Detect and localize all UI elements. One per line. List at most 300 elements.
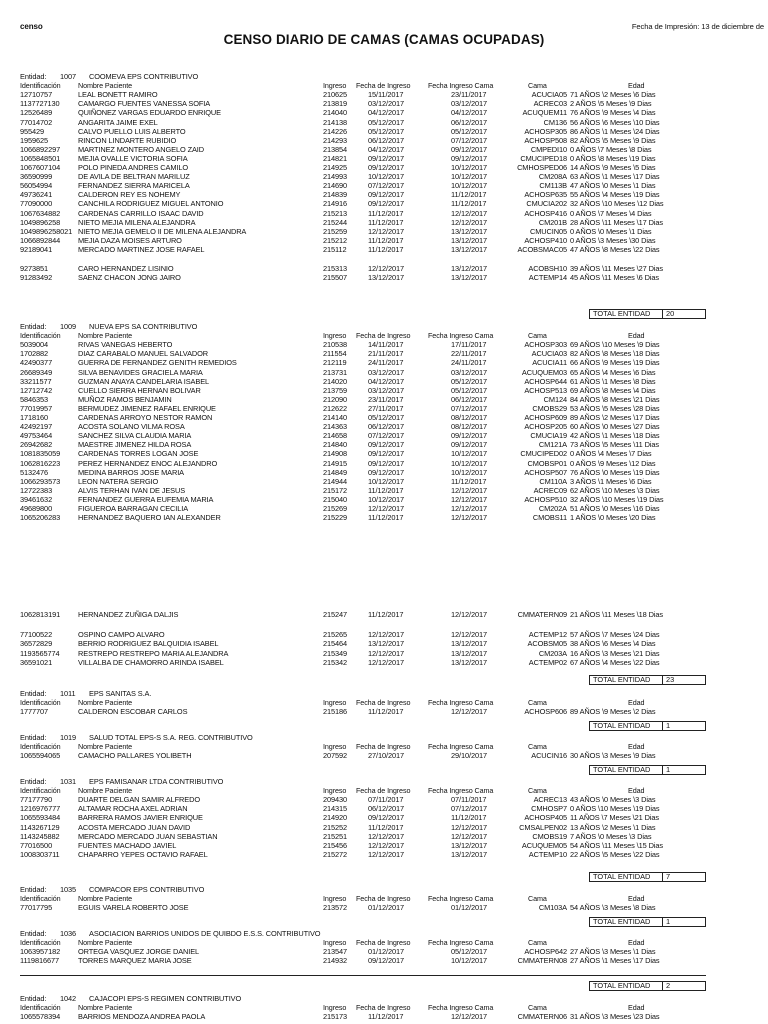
patient-id: 49753464 — [20, 431, 53, 441]
bed-code: ACHOSP405 — [524, 813, 567, 823]
bed-code: ACUCIA11 — [532, 358, 567, 368]
patient-id: 1049896258021 — [20, 226, 73, 236]
bed-date: 06/12/2017 — [451, 394, 487, 404]
admission-date: 03/12/2017 — [368, 385, 404, 395]
patient-age: 0 AÑOS \9 Meses \12 Dias — [570, 458, 656, 468]
patient-id: 77177790 — [20, 795, 53, 805]
patient-age: 39 AÑOS \11 Meses \27 Dias — [570, 264, 663, 273]
bed-code: CMOBSP01 — [527, 458, 567, 468]
patient-id: 1081835059 — [20, 449, 61, 459]
admission-date: 06/12/2017 — [368, 422, 404, 432]
patient-id: 33211577 — [20, 376, 52, 386]
bed-code: CM208A — [538, 172, 567, 182]
admission-date: 15/11/2017 — [368, 90, 404, 100]
column-header-name: Nombre Paciente — [78, 742, 133, 752]
admission-date: 04/12/2017 — [368, 376, 404, 386]
column-header-id: Identificación — [20, 698, 61, 708]
patient-age: 21 AÑOS \11 Meses \18 Dias — [570, 610, 663, 620]
column-header-fecha-cama: Fecha Ingreso Cama — [428, 1003, 494, 1013]
admission-date: 11/12/2017 — [368, 822, 404, 832]
admission-date: 10/12/2017 — [368, 476, 404, 486]
entity-label: Entidad: — [20, 885, 47, 894]
entity-total-value: 20 — [662, 309, 674, 319]
admission-date: 04/12/2017 — [368, 144, 404, 154]
patient-name: MAESTRE JIMENEZ HILDA ROSA — [78, 440, 192, 450]
admission-number: 215173 — [323, 1012, 348, 1022]
entity-name: CAJACOPI EPS-S REGIMEN CONTRIBUTIVO — [89, 994, 242, 1003]
admission-number: 214315 — [323, 804, 348, 814]
column-header-cama: Cama — [528, 1003, 547, 1013]
bed-date: 11/12/2017 — [451, 813, 487, 823]
bed-code: CM103A — [538, 903, 567, 913]
bed-date: 05/12/2017 — [451, 947, 487, 957]
column-header-name: Nombre Paciente — [78, 81, 133, 91]
bed-code: CMUCIA19 — [530, 431, 567, 441]
admission-date: 11/12/2017 — [368, 217, 404, 227]
patient-name: SAENZ CHACON JONG JAIRO — [78, 273, 181, 283]
patient-id: 1065594065 — [20, 751, 61, 761]
entity-code: 1035 — [60, 885, 77, 894]
patient-id: 36572829 — [20, 639, 53, 649]
column-header-fecha-cama: Fecha Ingreso Cama — [428, 786, 494, 796]
patient-name: TORRES MARQUEZ MARIA JOSE — [78, 956, 192, 966]
bed-code: CMOBS29 — [532, 403, 567, 413]
entity-total-value: 2 — [662, 981, 670, 991]
bed-code: CM201B — [538, 217, 567, 227]
patient-id: 49689800 — [20, 504, 53, 513]
column-header-fecha-ingreso: Fecha de Ingreso — [356, 81, 411, 91]
patient-age: 28 AÑOS \11 Meses \17 Dias — [570, 217, 663, 227]
bed-date: 11/12/2017 — [451, 199, 487, 209]
patient-id: 77100522 — [20, 630, 53, 640]
patient-name: FUENTES MACHADO JAVIEL — [78, 840, 177, 850]
patient-id: 12526489 — [20, 108, 53, 118]
column-header-name: Nombre Paciente — [78, 1003, 133, 1013]
admission-number: 215342 — [323, 657, 348, 667]
admission-number: 215464 — [323, 639, 348, 649]
bed-date: 04/12/2017 — [451, 108, 487, 118]
column-header-ingreso: Ingreso — [323, 1003, 347, 1013]
bed-code: CM136 — [543, 117, 567, 127]
bed-code: ACHOSP205 — [524, 422, 567, 432]
bed-date: 12/12/2017 — [451, 513, 487, 523]
admission-date: 09/12/2017 — [368, 199, 404, 209]
entity-total-value: 1 — [662, 721, 670, 731]
patient-name: CALVO PUELLO LUIS ALBERTO — [78, 126, 186, 136]
patient-name: ALVIS TERHAN IVAN DE JESUS — [78, 485, 186, 495]
patient-id: 77016500 — [20, 840, 53, 850]
column-header-edad: Edad — [628, 331, 645, 341]
patient-name: DUARTE DELGAN SAMIR ALFREDO — [78, 795, 201, 805]
bed-code: ACHOSP606 — [524, 707, 567, 717]
patient-id: 77019957 — [20, 403, 53, 413]
bed-code: ACUQUEM11 — [522, 108, 567, 118]
patient-age: 63 AÑOS \1 Meses \17 Dias — [570, 172, 660, 182]
admission-number: 215259 — [323, 226, 348, 236]
bed-code: ACOBSMAC05 — [517, 244, 567, 254]
entity-total-value: 1 — [662, 917, 670, 927]
patient-id: 12712742 — [20, 385, 53, 395]
column-header-id: Identificación — [20, 331, 61, 341]
bed-date: 24/11/2017 — [451, 358, 487, 368]
bed-code: ACHOSP416 — [524, 208, 567, 218]
patient-age: 22 AÑOS \5 Meses \22 Dias — [570, 849, 660, 859]
bed-code: CMMATERN08 — [517, 956, 567, 966]
admission-number: 214658 — [323, 431, 348, 441]
admission-number: 215456 — [323, 840, 348, 850]
bed-code: CMPEDI10 — [530, 144, 567, 154]
bed-code: CMUCIA202 — [526, 199, 567, 209]
bed-date: 13/12/2017 — [451, 273, 487, 283]
patient-id: 12710757 — [20, 90, 53, 100]
admission-date: 09/12/2017 — [368, 449, 404, 459]
patient-id: 42492197 — [20, 422, 53, 432]
patient-name: CARO HERNANDEZ LISINIO — [78, 264, 174, 273]
patient-age: 89 AÑOS \9 Meses \2 Dias — [570, 707, 656, 717]
admission-date: 03/12/2017 — [368, 367, 404, 377]
patient-age: 71 AÑOS \2 Meses \6 Dias — [570, 90, 656, 100]
bed-code: ACHOSP303 — [524, 340, 567, 350]
patient-id: 5846353 — [20, 394, 49, 404]
admission-number: 215172 — [323, 485, 348, 495]
bed-date: 12/12/2017 — [451, 494, 487, 504]
patient-age: 43 AÑOS \0 Meses \3 Dias — [570, 795, 656, 805]
admission-number: 215265 — [323, 630, 348, 640]
column-header-cama: Cama — [528, 938, 547, 948]
column-header-id: Identificación — [20, 742, 61, 752]
patient-id: 955429 — [20, 126, 45, 136]
patient-name: BARRIOS MENDOZA ANDREA PAOLA — [78, 1012, 206, 1022]
bed-date: 11/12/2017 — [451, 190, 487, 200]
admission-number: 212119 — [323, 358, 347, 368]
patient-age: 51 AÑOS \0 Meses \16 Dias — [570, 504, 660, 513]
patient-age: 0 AÑOS \3 Meses \30 Dias — [570, 235, 656, 245]
bed-code: ACREC03 — [533, 99, 567, 109]
patient-name: BARRERA RAMOS JAVIER ENRIQUE — [78, 813, 203, 823]
bed-code: ACHOSP644 — [524, 376, 567, 386]
column-header-fecha-cama: Fecha Ingreso Cama — [428, 81, 494, 91]
bed-date: 13/12/2017 — [451, 226, 487, 236]
bed-date: 12/12/2017 — [451, 504, 487, 513]
admission-date: 09/12/2017 — [368, 956, 404, 966]
bed-code: ACHOSP305 — [524, 126, 567, 136]
bed-date: 10/12/2017 — [451, 172, 487, 182]
patient-id: 56054994 — [20, 181, 53, 191]
column-header-id: Identificación — [20, 81, 61, 91]
patient-name: MEDINA BARROS JOSE MARIA — [78, 467, 185, 477]
bed-code: ACREC13 — [533, 795, 567, 805]
admission-number: 215244 — [323, 217, 348, 227]
admission-number: 214138 — [323, 117, 348, 127]
admission-date: 05/12/2017 — [368, 117, 404, 127]
admission-number: 215247 — [323, 610, 348, 620]
entity-label: Entidad: — [20, 689, 47, 698]
patient-name: CALDERON REY ES NOHEMY — [78, 190, 181, 200]
patient-name: GUERRA DE FERNANDEZ GENITH REMEDIOS — [78, 358, 237, 368]
bed-code: ACHOSP513 — [524, 385, 567, 395]
bed-date: 06/12/2017 — [451, 117, 487, 127]
patient-age: 69 AÑOS \8 Meses \4 Dias — [570, 385, 656, 395]
admission-number: 215112 — [323, 244, 347, 254]
admission-date: 10/12/2017 — [368, 494, 404, 504]
patient-id: 26689349 — [20, 367, 53, 377]
admission-number: 215186 — [323, 707, 348, 717]
column-header-name: Nombre Paciente — [78, 698, 133, 708]
patient-id: 1063957182 — [20, 947, 61, 957]
bed-code: ACREC09 — [533, 485, 567, 495]
patient-id: 42490377 — [20, 358, 53, 368]
bed-date: 12/12/2017 — [451, 822, 487, 832]
admission-date: 06/12/2017 — [368, 804, 404, 814]
bed-date: 13/12/2017 — [451, 235, 487, 245]
column-header-edad: Edad — [628, 894, 645, 904]
admission-date: 11/12/2017 — [368, 485, 404, 495]
patient-name: VILLALBA DE CHAMORRO ARINDA ISABEL — [78, 657, 224, 667]
admission-date: 11/12/2017 — [368, 1012, 404, 1022]
column-header-edad: Edad — [628, 698, 645, 708]
admission-date: 09/12/2017 — [368, 813, 404, 823]
patient-name: RINCON LINDARTE RUBIDIO — [78, 135, 177, 145]
column-header-cama: Cama — [528, 786, 547, 796]
patient-age: 69 AÑOS \10 Meses \9 Dias — [570, 340, 660, 350]
patient-age: 32 AÑOS \10 Meses \19 Dias — [570, 494, 664, 504]
bed-code: ACOBSM05 — [527, 639, 567, 649]
entity-name: NUEVA EPS SA CONTRIBUTIVO — [89, 322, 198, 331]
admission-date: 12/12/2017 — [368, 630, 404, 640]
column-header-ingreso: Ingreso — [323, 698, 347, 708]
admission-date: 12/12/2017 — [368, 504, 404, 513]
bed-date: 23/11/2017 — [451, 90, 487, 100]
column-header-ingreso: Ingreso — [323, 742, 347, 752]
bed-date: 12/12/2017 — [451, 1012, 487, 1022]
app-name: censo — [20, 22, 43, 31]
patient-id: 1193565774 — [20, 648, 60, 658]
bed-code: ACTEMP14 — [528, 273, 567, 283]
column-header-edad: Edad — [628, 81, 645, 91]
column-header-edad: Edad — [628, 938, 645, 948]
patient-age: 0 AÑOS \7 Meses \4 Dias — [570, 208, 652, 218]
bed-date: 13/12/2017 — [451, 648, 487, 658]
patient-age: 54 AÑOS \3 Meses \8 Dias — [570, 903, 656, 913]
admission-number: 213854 — [323, 144, 348, 154]
patient-name: GUZMAN ANAYA CANDELARIA ISABEL — [78, 376, 210, 386]
patient-name: FIGUEROA BARRAGAN CECILIA — [78, 504, 189, 513]
bed-date: 09/12/2017 — [451, 440, 487, 450]
admission-number: 214920 — [323, 813, 348, 823]
patient-id: 1066892297 — [20, 144, 61, 154]
admission-number: 214226 — [323, 126, 348, 136]
patient-age: 53 AÑOS \5 Meses \28 Dias — [570, 403, 660, 413]
entity-name: COMPACOR EPS CONTRIBUTIVO — [89, 885, 205, 894]
admission-number: 213731 — [323, 367, 348, 377]
patient-id: 1067607104 — [20, 163, 61, 172]
patient-name: DIAZ CARABALO MANUEL SALVADOR — [78, 349, 209, 359]
admission-number: 215212 — [323, 235, 348, 245]
bed-date: 10/12/2017 — [451, 467, 487, 477]
admission-date: 10/12/2017 — [368, 172, 404, 182]
bed-code: CMMATERN06 — [517, 1012, 567, 1022]
patient-name: CUELLO SIERRA HERNAN BOLIVAR — [78, 385, 201, 395]
patient-name: CARDENAS TORRES LOGAN JOSE — [78, 449, 199, 459]
entity-code: 1011 — [60, 689, 76, 698]
patient-id: 1143267129 — [20, 822, 60, 832]
bed-date: 22/11/2017 — [451, 349, 487, 359]
column-header-edad: Edad — [628, 1003, 645, 1013]
column-header-name: Nombre Paciente — [78, 786, 133, 796]
column-header-fecha-ingreso: Fecha de Ingreso — [356, 938, 411, 948]
patient-age: 2 AÑOS \5 Meses \9 Dias — [570, 99, 652, 109]
admission-number: 214363 — [323, 422, 348, 432]
bed-date: 29/10/2017 — [451, 751, 487, 761]
admission-number: 215213 — [323, 208, 348, 218]
column-header-cama: Cama — [528, 331, 547, 341]
patient-id: 1777707 — [20, 707, 49, 717]
patient-age: 0 AÑOS \10 Meses \19 Dias — [570, 804, 660, 814]
admission-number: 215252 — [323, 822, 348, 832]
admission-number: 214690 — [323, 181, 348, 191]
patient-id: 1702882 — [20, 349, 49, 359]
patient-id: 1065593484 — [20, 813, 61, 823]
patient-name: FERNANDEZ GUERRA EUFEMIA MARIA — [78, 494, 214, 504]
patient-age: 73 AÑOS \5 Meses \11 Dias — [570, 440, 659, 450]
patient-age: 32 AÑOS \10 Meses \12 Dias — [570, 199, 664, 209]
admission-number: 214849 — [323, 467, 348, 477]
admission-date: 12/12/2017 — [368, 840, 404, 850]
admission-date: 12/12/2017 — [368, 226, 404, 236]
bed-date: 03/12/2017 — [451, 99, 487, 109]
patient-name: PEREZ HERNANDEZ ENOC ALEJANDRO — [78, 458, 218, 468]
entity-name: COOMEVA EPS CONTRIBUTIVO — [89, 72, 199, 81]
admission-number: 215269 — [323, 504, 348, 513]
column-header-ingreso: Ingreso — [323, 331, 347, 341]
bed-code: CM121A — [538, 440, 567, 450]
entity-code: 1007 — [60, 72, 77, 81]
admission-number: 207592 — [323, 751, 348, 761]
patient-age: 82 AÑOS \5 Meses \9 Dias — [570, 135, 656, 145]
patient-id: 1119816677 — [20, 956, 60, 966]
admission-number: 214993 — [323, 172, 348, 182]
column-header-cama: Cama — [528, 894, 547, 904]
bed-code: ACTEMP02 — [528, 657, 567, 667]
patient-id: 1066892844 — [20, 235, 61, 245]
patient-age: 0 AÑOS \8 Meses \19 Dias — [570, 153, 656, 163]
patient-age: 13 AÑOS \2 Meses \1 Dias — [570, 822, 656, 832]
patient-age: 38 AÑOS \6 Meses \4 Dias — [570, 639, 656, 649]
admission-date: 04/12/2017 — [368, 108, 404, 118]
entity-name: EPS SANITAS S.A. — [89, 689, 152, 698]
patient-name: LEAL BONETT RAMIRO — [78, 90, 158, 100]
admission-date: 09/12/2017 — [368, 153, 404, 163]
admission-date: 11/12/2017 — [368, 208, 404, 218]
admission-number: 214140 — [323, 413, 348, 422]
patient-age: 89 AÑOS \2 Meses \17 Dias — [570, 413, 660, 422]
admission-number: 214821 — [323, 153, 348, 163]
admission-number: 215349 — [323, 648, 348, 658]
admission-date: 12/12/2017 — [368, 831, 404, 841]
patient-id: 1216976777 — [20, 804, 61, 814]
bed-date: 05/12/2017 — [451, 126, 487, 136]
admission-date: 07/12/2017 — [368, 181, 404, 191]
bed-code: CMHOSPED06 — [517, 163, 567, 172]
bed-code: CMUCIPED18 — [520, 153, 567, 163]
bed-code: ACTEMP12 — [528, 630, 567, 640]
column-header-ingreso: Ingreso — [323, 786, 347, 796]
patient-name: SANCHEZ SILVA CLAUDIA MARIA — [78, 431, 192, 441]
patient-id: 12722383 — [20, 485, 53, 495]
entity-code: 1019 — [60, 733, 77, 742]
patient-id: 1718160 — [20, 413, 49, 422]
patient-age: 67 AÑOS \4 Meses \22 Dias — [570, 657, 660, 667]
admission-number: 213547 — [323, 947, 348, 957]
bed-code: ACOBSH10 — [528, 264, 567, 273]
print-date: Fecha de Impresión: 13 de diciembre de — [631, 22, 764, 31]
column-header-name: Nombre Paciente — [78, 938, 133, 948]
bed-code: ACTEMP10 — [528, 849, 567, 859]
patient-id: 92189041 — [20, 244, 53, 254]
bed-date: 13/12/2017 — [451, 657, 487, 667]
patient-id: 1959625 — [20, 135, 49, 145]
bed-date: 12/12/2017 — [451, 217, 487, 227]
bed-code: CM113B — [539, 181, 567, 191]
patient-age: 47 AÑOS \0 Meses \1 Dias — [570, 181, 656, 191]
column-header-name: Nombre Paciente — [78, 894, 133, 904]
bed-date: 11/12/2017 — [451, 476, 487, 486]
bed-code: ACHOSP635 — [524, 190, 567, 200]
bed-code: CM202A — [538, 504, 567, 513]
patient-age: 76 AÑOS \9 Meses \4 Dias — [570, 108, 656, 118]
admission-number: 213572 — [323, 903, 348, 913]
bed-code: ACHOSP609 — [524, 413, 567, 422]
patient-name: RESTREPO RESTREPO MARIA ALEJANDRA — [78, 648, 229, 658]
bed-date: 13/12/2017 — [451, 849, 487, 859]
bed-date: 13/12/2017 — [451, 244, 487, 254]
section-divider — [20, 975, 706, 976]
entity-code: 1009 — [60, 322, 77, 331]
admission-number: 214040 — [323, 108, 348, 118]
patient-name: ANGARITA JAIME EXEL — [78, 117, 158, 127]
bed-code: ACHOSP507 — [524, 467, 567, 477]
admission-number: 214925 — [323, 163, 348, 172]
patient-id: 5039004 — [20, 340, 49, 350]
bed-code: CMOBS11 — [532, 513, 567, 523]
admission-number: 214840 — [323, 440, 348, 450]
admission-number: 213819 — [323, 99, 348, 109]
admission-date: 11/12/2017 — [368, 610, 404, 620]
patient-age: 56 AÑOS \6 Meses \10 Dias — [570, 117, 660, 127]
admission-date: 12/12/2017 — [368, 657, 404, 667]
patient-name: MEJIA OVALLE VICTORIA SOFIA — [78, 153, 188, 163]
patient-name: BERRIO RODRIGUEZ BALQUIDIA ISABEL — [78, 639, 219, 649]
patient-name: CARDENAS ARROYO NESTOR RAMON — [78, 413, 213, 422]
patient-id: 91283492 — [20, 273, 53, 283]
admission-number: 211554 — [323, 349, 347, 359]
entity-total-label: TOTAL ENTIDAD — [593, 872, 651, 881]
entity-label: Entidad: — [20, 733, 47, 742]
patient-id: 5132476 — [20, 467, 49, 477]
patient-id: 1008303711 — [20, 849, 60, 859]
entity-total-label: TOTAL ENTIDAD — [593, 309, 651, 318]
patient-id: 1065848501 — [20, 153, 61, 163]
admission-number: 209430 — [323, 795, 348, 805]
patient-age: 76 AÑOS \0 Meses \19 Dias — [570, 467, 660, 477]
patient-id: 1066293573 — [20, 476, 61, 486]
patient-name: EGUIS VARELA ROBERTO JOSE — [78, 903, 189, 913]
admission-number: 212622 — [323, 403, 348, 413]
patient-age: 11 AÑOS \7 Meses \21 Dias — [570, 813, 659, 823]
bed-date: 12/12/2017 — [451, 707, 487, 717]
bed-date: 09/12/2017 — [451, 153, 487, 163]
patient-name: BERMUDEZ JIMENEZ RAFAEL ENRIQUE — [78, 403, 216, 413]
